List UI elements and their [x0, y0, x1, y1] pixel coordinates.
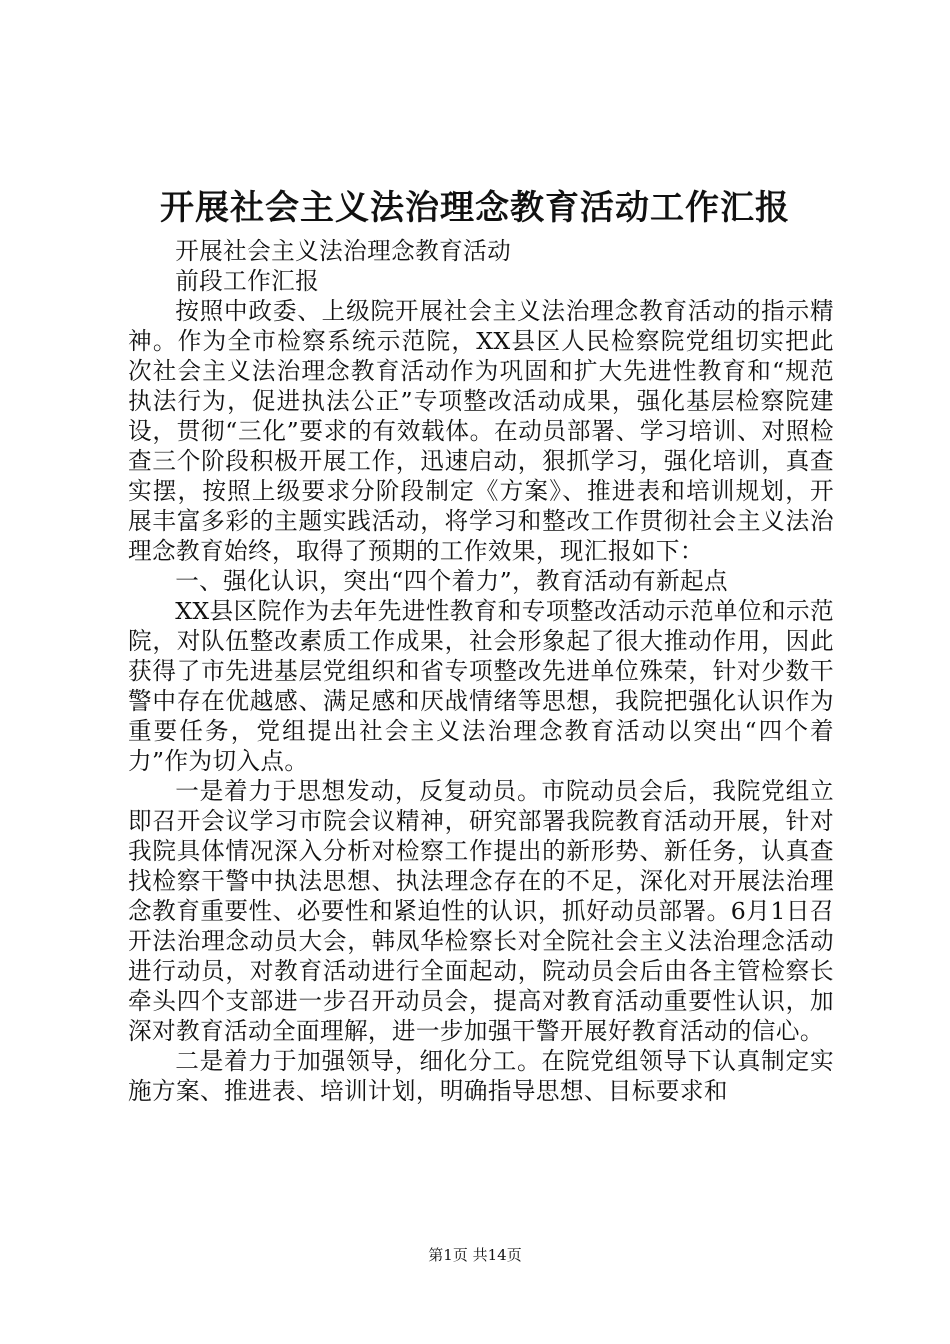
section-heading-1: 一、强化认识，突出“四个着力”，教育活动有新起点 — [175, 567, 728, 595]
paragraph-intro: 按照中政委、上级院开展社会主义法治理念教育活动的指示精神。作为全市检察系统示范院，XX县区人民检察院党组切实把此次社会主义法治理念教育活动作为巩固和扩大先进性教育和“规范执法行为，促进执法公正”专项整改活动成果，强化基层检察院建设，贯彻“三化”要求的有效载体。在动员部署、学习培训、对照检查三个阶段积极开展工作，迅速启动，狠抓学习，强化培训，真查实摆，按照上级要求分阶段制定《方案》、推进表和培训规划，开展丰富多彩的主题实践活动，将学习和整改工作贯彻社会主义法治理念教育始终，取得了预期的工作效果，现汇报如下： — [128, 297, 834, 565]
document-body — [128, 236, 834, 1106]
paragraph-point-2: 二是着力于加强领导，细化分工。在院党组领导下认真制定实施方案、推进表、培训计划，明确指导思想、目标要求和 — [128, 1047, 834, 1105]
subtitle-line-1: 开展社会主义法治理念教育活动 — [175, 237, 512, 265]
page-number-footer: 第1页 共14页 — [428, 1246, 522, 1264]
paragraph-section-1: XX县区院作为去年先进性教育和专项整改活动示范单位和示范院，对队伍整改素质工作成果，社会形象起了很大推动作用，因此获得了市先进基层党组织和省专项整改先进单位殊荣，针对少数干警中存在优越感、满足感和厌战情绪等思想，我院把强化认识作为重要任务，党组提出社会主义法治理念教育活动以突出“四个着力”作为切入点。 — [128, 597, 834, 775]
paragraph-point-1: 一是着力于思想发动，反复动员。市院动员会后，我院党组立即召开会议学习市院会议精神，研究部署我院教育活动开展，针对我院具体情况深入分析对检察工作提出的新形势、新任务，认真查找检察干警中执法思想、执法理念存在的不足，深化对开展法治理念教育重要性、必要性和紧迫性的认识，抓好动员部署。6月1日召开法治理念动员大会，韩凤华检察长对全院社会主义法治理念活动进行动员，对教育活动进行全面起动，院动员会后由各主管检察长牵头四个支部进一步召开动员会，提高对教育活动重要性认识，加深对教育活动全面理解，进一步加强干警开展好教育活动的信心。 — [128, 777, 834, 1045]
subtitle-line-2: 前段工作汇报 — [175, 267, 320, 295]
document-title: 开展社会主义法治理念教育活动工作汇报 — [160, 188, 790, 228]
